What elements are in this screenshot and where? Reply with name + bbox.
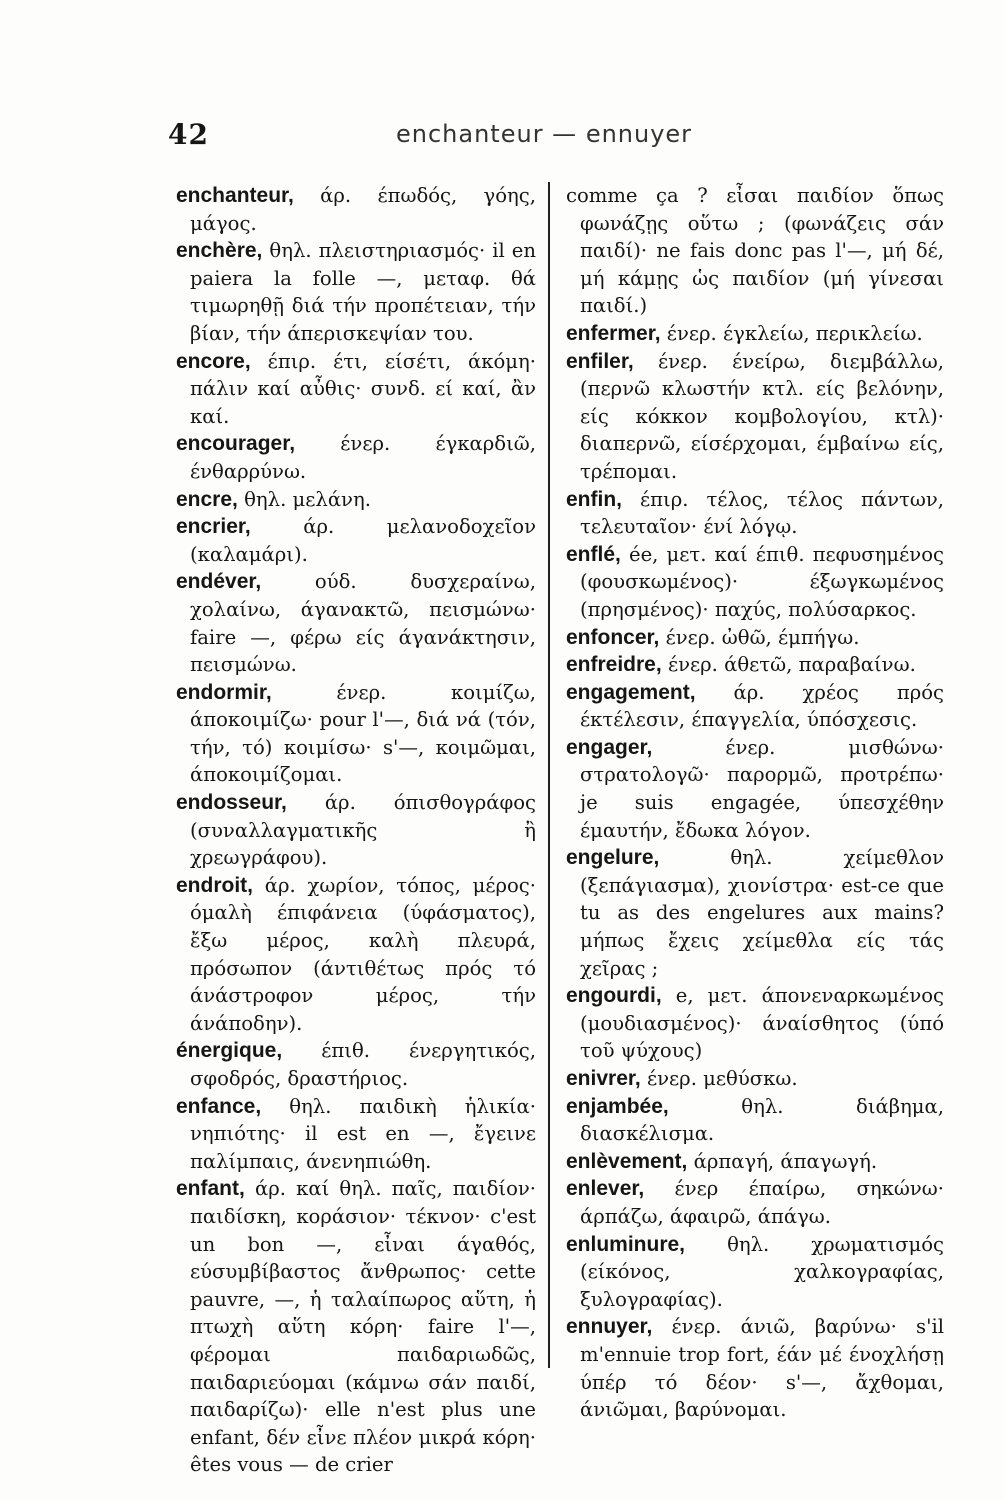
entry-headword: enfreidre, xyxy=(566,653,662,677)
column-divider xyxy=(548,182,550,1368)
dictionary-entry xyxy=(176,872,536,1038)
entry-headword: enluminure, xyxy=(566,1232,686,1256)
left-column xyxy=(176,182,537,1477)
entry-headword: endormir, xyxy=(176,680,272,704)
entry-headword: encrier, xyxy=(176,515,251,539)
dictionary-entry xyxy=(566,651,944,679)
entry-definition: comme ça ? εἶσαι παιδίον ὅπως φωνάζῃς οὕτω ; (φωνάζεις σάν παιδί)· ne fais donc pas l'—, μή δέ, μή κάμῃς ὡς παιδίον (μή γίνεσαι παιδί.) xyxy=(566,184,944,318)
dictionary-entry xyxy=(566,1093,944,1148)
entry-headword: engelure, xyxy=(566,846,660,870)
dictionary-entry xyxy=(566,486,944,541)
dictionary-entry xyxy=(176,1093,536,1176)
dictionary-entry xyxy=(566,320,944,348)
dictionary-entry xyxy=(176,430,536,485)
dictionary-entry xyxy=(566,1065,944,1093)
entry-definition: e, μετ. άπονεναρκωμένος (μουδιασμένος)· άναίσθητος (ύπό τοῦ ψύχους) xyxy=(580,984,944,1063)
entry-definition: έπιρ. έτι, είσέτι, άκόμη· πάλιν καί αὖθις· συνδ. εί καί, ἂν καί. xyxy=(190,349,536,428)
dictionary-entry xyxy=(566,348,944,486)
page-header xyxy=(0,118,1004,158)
entry-headword: enlever, xyxy=(566,1177,645,1201)
entry-definition: ένερ. έγκλείω, περικλείω. xyxy=(666,321,923,345)
page-number: 42 xyxy=(168,118,209,151)
dictionary-entry xyxy=(176,789,536,872)
entry-definition: άρ. όπισθογράφος (συναλλαγματικῆς ἢ χρεωγράφου). xyxy=(190,791,537,870)
dictionary-entry xyxy=(566,982,944,1065)
dictionary-entry xyxy=(176,486,536,514)
dictionary-entry xyxy=(566,1313,944,1423)
entry-headword: enfant, xyxy=(176,1177,245,1201)
dictionary-entry xyxy=(176,568,536,678)
dictionary-entry xyxy=(176,679,536,789)
entry-definition: άρ. χωρίον, τόπος, μέρος· όμαλὴ έπιφάνεια (ύφάσματος), ἔξω μέρος, καλὴ πλευρά, πρόσωπον (άντιθέτως πρός τό άνάστροφον μέρος, τήν άνάποδην). xyxy=(190,873,536,1035)
entry-headword: endroit, xyxy=(176,873,253,897)
dictionary-entry xyxy=(176,237,536,347)
entry-definition: θηλ. χρωματισμός (είκόνος, χαλκογραφίας, ξυλογραφίας). xyxy=(580,1232,944,1311)
entry-headword: engagement, xyxy=(566,680,696,704)
entry-definition: θηλ. χείμεθλον (ξεπάγιασμα), χιονίστρα· est-ce que tu as des engelures aux mains? μήπως ἔχεις χείμεθλα είς τάς χεῖρας ; xyxy=(580,846,944,980)
entry-headword: enfiler, xyxy=(566,349,634,373)
entry-headword: enfance, xyxy=(176,1094,262,1118)
entry-headword: engager, xyxy=(566,735,653,759)
dictionary-entry xyxy=(566,541,944,624)
dictionary-entry xyxy=(176,513,536,568)
entry-headword: enivrer, xyxy=(566,1067,641,1090)
dictionary-entry xyxy=(176,1037,536,1092)
entry-headword: encore, xyxy=(176,349,251,373)
dictionary-entry xyxy=(566,1231,944,1314)
entry-headword: enchère, xyxy=(176,239,263,263)
entry-definition: θηλ. μελάνη. xyxy=(244,487,371,511)
dictionary-entry xyxy=(566,1148,944,1176)
entry-definition: ένερ έπαίρω, σηκώνω· άρπάζω, άφαιρῶ, άπάγω. xyxy=(580,1177,945,1228)
dictionary-entry xyxy=(566,1175,944,1230)
entry-definition: ένερ. έγκαρδιῶ, ένθαρρύνω. xyxy=(190,432,536,483)
dictionary-entry xyxy=(176,182,536,237)
entry-definition: ένερ. μεθύσκω. xyxy=(646,1067,798,1090)
entry-headword: endéver, xyxy=(176,570,262,594)
entry-headword: engourdi, xyxy=(566,984,662,1008)
entry-definition: άρ. καί θηλ. παῖς, παιδίον· παιδίσκη, κοράσιον· τέκνον· c'est un bon —, εἶναι άγαθός, εύσυμβίβαστος ἄνθρωπος· cette pauvre, —, ἡ ταλαίπωρος αὕτη, ἡ πτωχὴ αὕτη κόρη· faire l'—, φέρομαι παιδαριωδῶς, παιδαριεύομαι (κάμνω σάν παιδί, παιδαρίζω)· elle n'est plus une enfant, δέν εἶνε πλέον μικρά κόρη· êtes vous — de crier xyxy=(190,1177,537,1477)
entry-headword: encourager, xyxy=(176,432,296,456)
entry-headword: endosseur, xyxy=(176,791,287,815)
entry-headword: énergique, xyxy=(176,1039,283,1063)
dictionary-entry xyxy=(566,679,944,734)
running-head: enchanteur — ennuyer xyxy=(396,120,693,148)
right-column xyxy=(566,182,945,1422)
entry-definition: άρ. μελανοδοχεῖον (καλαμάρι). xyxy=(190,515,536,566)
entry-headword: enfin, xyxy=(566,487,622,511)
entry-headword: enflé, xyxy=(566,542,621,566)
dictionary-entry xyxy=(566,182,944,320)
entry-headword: enchanteur, xyxy=(176,184,294,207)
entry-headword: enlèvement, xyxy=(566,1149,688,1173)
entry-headword: enjambée, xyxy=(566,1094,669,1118)
entry-headword: encre, xyxy=(176,487,238,511)
entry-headword: enfermer, xyxy=(566,321,661,345)
entry-headword: ennuyer, xyxy=(566,1315,653,1339)
entry-definition: ée, μετ. καί έπιθ. πεφυσημένος (φουσκωμένος)· έξωγκωμένος (πρησμένος)· παχύς, πολύσαρκος. xyxy=(580,542,944,621)
dictionary-entry xyxy=(176,348,536,431)
entry-definition: έπιθ. ένεργητικός, σφοδρός, δραστήριος. xyxy=(190,1039,536,1090)
entry-definition: ούδ. δυσχεραίνω, χολαίνω, άγανακτῶ, πεισμώνω· faire —, φέρω είς άγανάκτησιν, πεισμώνω. xyxy=(190,570,536,677)
dictionary-entry xyxy=(566,734,944,844)
entry-definition: ένερ. άθετῶ, παραβαίνω. xyxy=(667,653,916,677)
entry-definition: θηλ. παιδικὴ ἡλικία· νηπιότης· il est en —, ἔγεινε παλίμπαις, άνενηπιώθη. xyxy=(190,1094,536,1173)
entry-definition: άρ. έπωδός, γόης, μάγος. xyxy=(190,184,536,235)
entry-definition: θηλ. πλειστηριασμός· il en paiera la folle —, μεταφ. θά τιμωρηθῇ διά τήν προπέτειαν, τήν βίαν, τήν άπερισκεψίαν του. xyxy=(190,239,536,345)
entry-headword: enfoncer, xyxy=(566,625,660,649)
entry-definition: θηλ. διάβημα, διασκέλισμα. xyxy=(580,1094,944,1146)
entry-definition: άρ. χρέος πρός έκτέλεσιν, έπαγγελία, ύπόσχεσις. xyxy=(580,680,944,732)
dictionary-entry xyxy=(176,1175,536,1479)
dictionary-entry xyxy=(566,624,944,652)
entry-definition: ένερ. ὠθῶ, έμπήγω. xyxy=(665,625,860,649)
entry-definition: άρπαγή, άπαγωγή. xyxy=(693,1149,878,1173)
entry-definition: έπιρ. τέλος, τέλος πάντων, τελευταῖον· ένί λόγῳ. xyxy=(580,487,944,539)
entry-definition: ένερ. κοιμίζω, άποκοιμίζω· pour l'—, διά νά (τόν, τήν, τό) κοιμίσω· s'—, κοιμῶμαι, άποκοιμίζομαι. xyxy=(190,680,536,787)
entry-definition: ένερ. μισθώνω· στρατολογῶ· παρορμῶ, προτρέπω· je suis engagée, ύπεσχέθην έμαυτήν, ἔδωκα λόγον. xyxy=(580,735,945,842)
entry-definition: ένερ. άνιῶ, βαρύνω· s'il m'ennuie trop fort, έάν μέ ένοχλήσῃ ύπέρ τό δέον· s'—, ἄχθομαι, άνιῶμαι, βαρύνομαι. xyxy=(580,1315,944,1422)
dictionary-entry xyxy=(566,844,944,982)
entry-definition: ένερ. ένείρω, διεμβάλλω, (περνῶ κλωστήν κτλ. είς βελόνην, είς κόκκον κομβολογίου, κτλ)· διαπερνῶ, είσέρχομαι, έμβαίνω είς, τρέπομαι. xyxy=(580,349,944,483)
